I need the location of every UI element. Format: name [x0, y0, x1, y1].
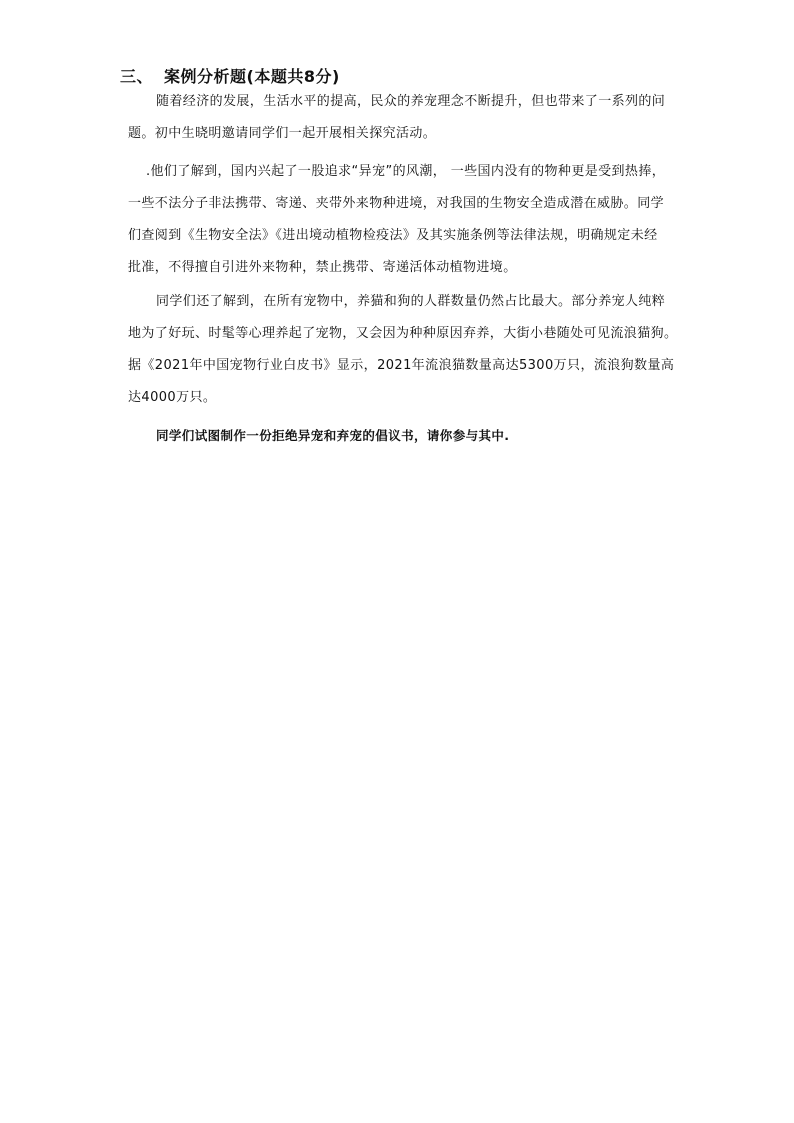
- section-heading: [120, 64, 340, 87]
- paragraph-line: 同学们还了解到，在所有宠物中，养猫和狗的人群数量仍然占比最大。部分养宠人纯粹: [156, 294, 666, 309]
- paragraph-line: 随着经济的发展，生活水平的提高，民众的养宠理念不断提升，但也带来了一系列的问: [156, 94, 666, 109]
- paragraph-line: 达4000万只。: [128, 390, 217, 405]
- paragraph-task: [156, 420, 768, 452]
- paragraph-line: 据《2021年中国宠物行业白皮书》显示，2021年流浪猫数量高达5300万只，流浪狗数量高: [128, 358, 675, 373]
- section-number: 三、: [120, 67, 154, 86]
- paragraph-line: 们查阅到《生物安全法》《进出境动植物检疫法》及其实施条例等法律法规，明确规定未经: [128, 228, 658, 243]
- paragraph-exotic-pets: [128, 156, 740, 284]
- paragraph-line: 批准，不得擅自引进外来物种，禁止携带、寄递活体动植物进境。: [128, 260, 517, 275]
- paragraph-stray-animals: [128, 286, 740, 414]
- section-title: 案例分析题(本题共8分): [164, 67, 340, 86]
- paragraph-line: .他们了解到，国内兴起了一股追求“异宠”的风潮， 一些国内没有的物种更是受到热捧，: [146, 164, 666, 179]
- paragraph-line: 题。初中生晓明邀请同学们一起开展相关探究活动。: [128, 126, 437, 141]
- paragraph-line: 同学们试图制作一份拒绝异宠和弃宠的倡议书，请你参与其中.: [156, 428, 510, 443]
- paragraph-line: 一些不法分子非法携带、寄递、夹带外来物种进境，对我国的生物安全造成潜在威胁。同学: [128, 196, 665, 211]
- paragraph-line: 地为了好玩、时髦等心理养起了宠物，又会因为种种原因弃养，大街小巷随处可见流浪猫狗。: [128, 326, 678, 341]
- paragraph-intro: [128, 86, 740, 150]
